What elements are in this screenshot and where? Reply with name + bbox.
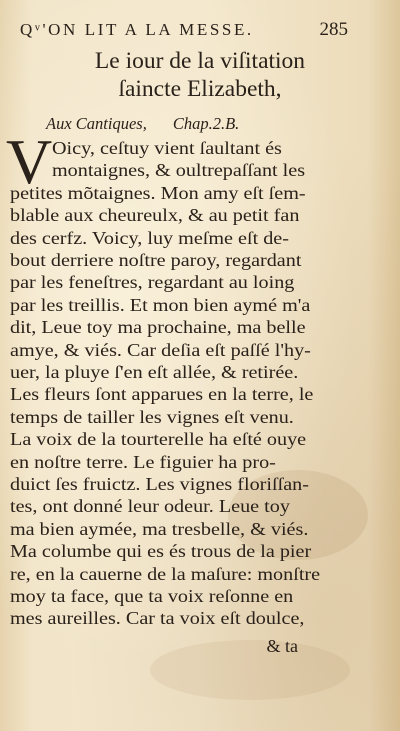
page-number: 285 bbox=[319, 19, 348, 40]
text-line: montaignes, & oultrepaſſant les bbox=[52, 160, 306, 181]
text-line: tes, ont donné leur odeur. Leue toy bbox=[10, 496, 290, 517]
text-line: amye, & viés. Car deſia eſt paſſé l'hy- bbox=[10, 339, 311, 360]
text-line: temps de tailler les vignes eſt venu. bbox=[10, 406, 294, 427]
drop-cap: V bbox=[6, 126, 53, 197]
text-line: blable aux cheureulx, & au petit fan bbox=[10, 205, 300, 226]
feast-title-line-2: ſaincte Elizabeth, bbox=[118, 76, 282, 102]
text-line: dit, Leue toy ma prochaine, ma belle bbox=[10, 317, 306, 338]
text-line: re, en la cauerne de la maſure: monſtre bbox=[10, 563, 321, 584]
text-line: uer, la pluye ſ'en eſt allée, & retirée. bbox=[10, 362, 299, 382]
page-header bbox=[20, 20, 380, 42]
text-line: Ma columbe qui es és trous de la pier bbox=[10, 541, 312, 562]
text-line: par les treillis. Et mon bien aymé m'a bbox=[10, 294, 311, 315]
text-line: mes aureilles. Car ta voix eſt doulce, bbox=[10, 608, 305, 629]
feast-title-line-1: Le iour de la viſitation bbox=[94, 48, 306, 74]
text-line: ma bien aymée, ma tresbelle, & viés. bbox=[10, 518, 309, 539]
reference-source: Aux Cantiques, bbox=[46, 114, 147, 133]
text-line: bout derriere noſtre paroy, regardant bbox=[10, 250, 302, 270]
reference-chapter: Chap.2.B. bbox=[172, 114, 240, 133]
text-line: par les feneſtres, regardant au loing bbox=[10, 272, 295, 293]
text-line: petites mõtaignes. Mon amy eſt ſem- bbox=[10, 182, 306, 203]
text-line: Les fleurs ſont apparues en la terre, le bbox=[10, 384, 314, 405]
running-head: Qᵛ'ON LIT A LA MESSE. bbox=[20, 20, 254, 39]
text-line: moy ta face, que ta voix reſonne en bbox=[10, 586, 294, 606]
text-line: en noſtre terre. Le figuier ha pro- bbox=[10, 451, 276, 472]
text-line: duict ſes fruictz. Les vignes floriſſan- bbox=[10, 474, 309, 494]
catchword: & ta bbox=[266, 636, 298, 656]
text-line: Oicy, ceſtuy vient ſaultant és bbox=[52, 138, 282, 158]
text-line: La voix de la tourterelle ha eſté ouye bbox=[10, 429, 307, 450]
scripture-reference bbox=[46, 114, 239, 134]
text-line: des cerfz. Voicy, luy meſme eſt de- bbox=[10, 227, 289, 248]
paper-stain bbox=[150, 640, 350, 700]
